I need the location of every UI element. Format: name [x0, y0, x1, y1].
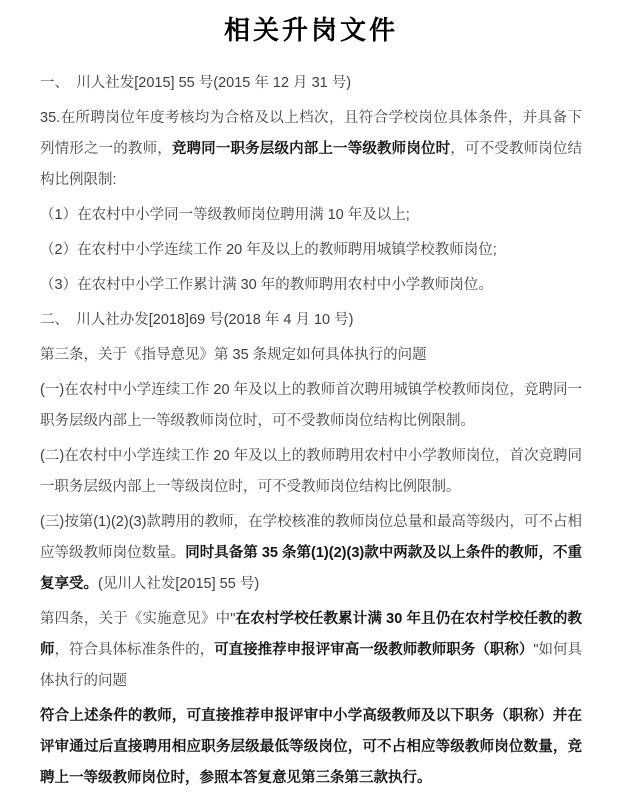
text-run: 二、 川人社办发[2018]69 号(2018 年 4 月 10 号) — [40, 312, 354, 328]
bold-text-run: 同时具备第 35 条第(1)(2)(3)款中两款及以上条件的教师，不重复享受。 — [40, 545, 582, 592]
clause-4-answer — [40, 701, 582, 794]
section-2-heading — [40, 305, 582, 336]
bold-text-run: 竞聘同一职务层级内部上一等级教师岗位时 — [171, 141, 451, 157]
text-run: 第三条，关于《指导意见》第 35 条规定如何具体执行的问题 — [40, 347, 427, 363]
clause-3-item-3 — [40, 507, 582, 600]
clause-4-heading — [40, 604, 582, 697]
text-run: ，符合具体标准条件的， — [54, 642, 215, 658]
bold-text-run: 可直接推荐申报评审高一级教师教师职务（职称） — [214, 642, 534, 658]
text-run: (三)按第(1)(2)(3)款聘用的教师，在学校核准的教师岗位总量和最高等级内，可不占相应等级教师岗位数量。 — [40, 514, 582, 561]
clause-3-item-2 — [40, 441, 582, 503]
text-run: （2）在农村中小学连续工作 20 年及以上的教师聘用城镇学校教师岗位; — [40, 242, 497, 258]
text-run: （3）在农村中小学工作累计满 30 年的教师聘用农村中小学教师岗位。 — [40, 277, 493, 293]
article-35-paragraph — [40, 103, 582, 196]
text-run: （1）在农村中小学同一等级教师岗位聘用满 10 年及以上; — [40, 207, 410, 223]
bold-text-run: 符合上述条件的教师，可直接推荐申报评审中小学高级教师及以下职务（职称）并在评审通过后直接聘用相应职务层级最低等级岗位，可不占相应等级教师岗位数量，竞聘上一等级教师岗位时，参照本答复意见第三条第三款执行。 — [40, 708, 582, 786]
article-35-item-1 — [40, 200, 582, 231]
text-run: 35.在所聘岗位年度考核均为合格及以上档次，且符合学校岗位具体条件，并具备下列情形之一的教师， — [40, 110, 582, 157]
text-run: 第四条，关于《实施意见》中" — [40, 611, 236, 627]
article-35-item-3 — [40, 270, 582, 301]
text-run: ，可不受教师岗位结构比例限制: — [40, 141, 583, 188]
clause-3-item-1 — [40, 375, 582, 437]
text-run: (见川人社发[2015] 55 号) — [98, 576, 260, 592]
text-run: (一)在农村中小学连续工作 20 年及以上的教师首次聘用城镇学校教师岗位，竞聘同一职务层级内部上一等级教师岗位时，可不受教师岗位结构比例限制。 — [40, 382, 582, 429]
text-run: (二)在农村中小学连续工作 20 年及以上的教师聘用农村中小学教师岗位，首次竞聘同一职务层级内部上一等级岗位时，可不受教师岗位结构比例限制。 — [40, 448, 582, 495]
document-title: 相关升岗文件 — [223, 16, 398, 46]
section-1-heading — [40, 68, 582, 99]
clause-3-heading — [40, 340, 582, 371]
text-run: 一、 川人社发[2015] 55 号(2015 年 12 月 31 号) — [40, 75, 352, 91]
text-run: "如何具体执行的问题 — [40, 642, 583, 689]
article-35-item-2 — [40, 235, 582, 266]
bold-text-run: 在农村学校任教累计满 30 年且仍在农村学校任教的教师 — [40, 611, 582, 658]
